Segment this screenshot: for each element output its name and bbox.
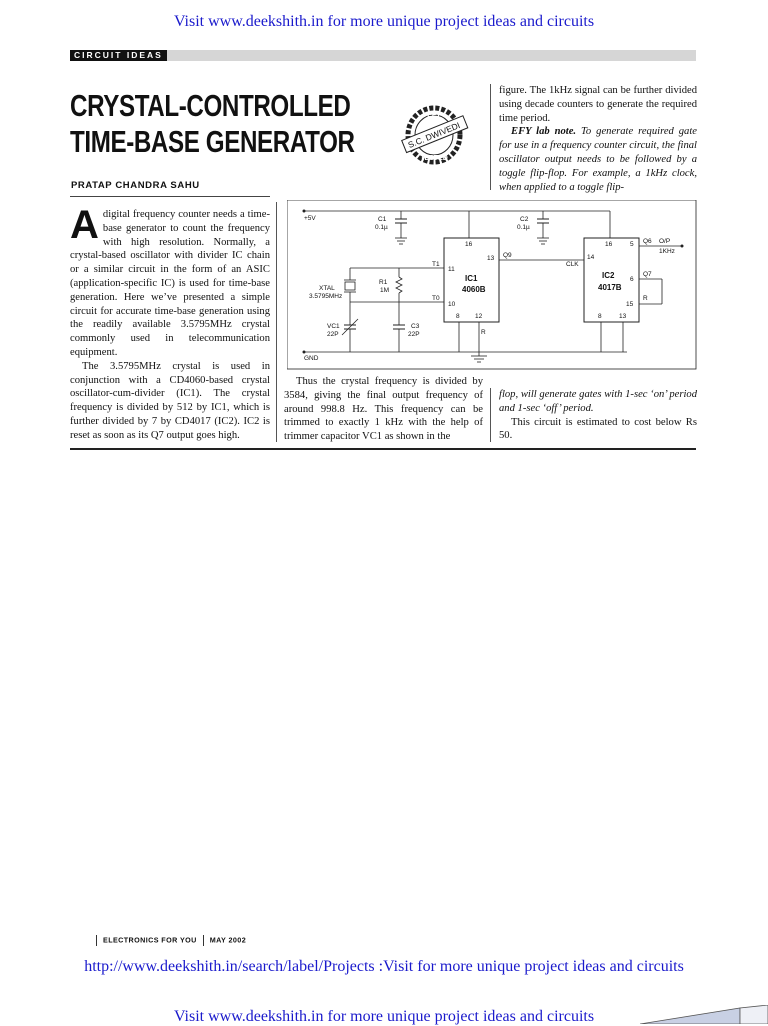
r1-value: 1M [380, 287, 390, 294]
ic1-pin-16: 16 [465, 241, 473, 248]
ic1-pin-11: 11 [448, 266, 455, 273]
ic1-pin-10: 10 [448, 301, 456, 308]
ic1-t1: T1 [432, 261, 440, 268]
paragraph-3: figure. The 1kHz signal can be further divided using decade counters to generate the required time period. [499, 85, 697, 124]
paragraph-2: The 3.5795MHz crystal is used in conjunction with a CD4060-based crystal oscillator-cum-divider (IC1). The crystal frequency is divided by 512 by IC1, which is further divided by 7 by CD4017 (IC2). IC2 is reset as soon as its Q7 output goes high. [70, 360, 270, 441]
efy-tested-stamp [396, 100, 476, 170]
column-divider-1 [276, 202, 277, 442]
q7-label: Q7 [643, 271, 652, 278]
title-line-1: CRYSTAL-CONTROLLED [70, 88, 351, 123]
c1-value: 0.1µ [375, 224, 388, 231]
c3-value: 22P [408, 331, 420, 338]
magazine-footer [90, 935, 246, 946]
clk-label: CLK [566, 261, 579, 268]
projects-link[interactable]: http://www.deekshith.in/search/label/Projects :Visit for more unique project ideas and circuits [84, 958, 684, 975]
stamp-bottom-text: TESTED [420, 155, 448, 162]
efy-note-text: To generate required gate for use in a frequency counter circuit, the final oscillator output needs to be followed by a toggle flip-flop. For example, a 1kHz clock, when applied to a toggle flip- [499, 126, 697, 193]
paragraph-1: digital frequency counter needs a time-base generator to count the frequency with high resolution. Normally, a crystal-based oscillator with divider IC chain or a similar circuit in the form of an ASIC (application-specific IC) is used for time-base generation. Here we’ve presented a simple circuit for accurate time-base generation using the readily available 3.5795MHz crystal commonly used in telecommunication equipment. [70, 209, 270, 358]
magazine-issue: MAY 2002 [209, 935, 247, 945]
op-label: O/P [659, 238, 671, 245]
ic1-pin-13: 13 [487, 255, 495, 262]
ic2-part: 4017B [598, 283, 622, 292]
xtal-value: 3.5795MHz [309, 293, 343, 300]
title-line-2: TIME-BASE GENERATOR [70, 124, 355, 159]
footer-separator [96, 935, 97, 946]
column-1 [70, 203, 270, 443]
section-tag: CIRCUIT IDEAS [70, 50, 167, 61]
bottom-promo-link[interactable]: Visit www.deekshith.in for more unique project ideas and circuits [173, 1008, 595, 1025]
article-bottom-rule [70, 448, 696, 450]
article-title [70, 88, 355, 160]
paragraph-5: This circuit is estimated to cost below Rs 50. [499, 416, 697, 442]
xtal-label: XTAL [319, 285, 335, 292]
author-name: PRATAP CHANDRA SAHU [71, 180, 200, 191]
c1-label: C1 [378, 216, 387, 223]
ic2-pin-13: 13 [619, 313, 627, 320]
ic2-pin-15: 15 [626, 301, 634, 308]
page-curl-shape [640, 1005, 768, 1024]
column-2-bottom [284, 375, 483, 444]
q6-label: Q6 [643, 238, 652, 245]
q9-label: Q9 [503, 252, 512, 259]
column-divider-3 [490, 388, 491, 442]
ic1-t0: T0 [432, 295, 440, 302]
footer-separator [203, 935, 204, 946]
ic2-reset: R [643, 295, 648, 302]
ic2-pin-14: 14 [587, 254, 595, 261]
stamp-name-text: S.C. DWIVEDI [406, 120, 462, 150]
paragraph-4: Thus the crystal frequency is divided by 3584, giving the final output frequency of around 998.8 Hz. This frequency can be trimmed to exactly 1 kHz with the help of trimmer capacitor VC1 as shown in the [284, 376, 483, 443]
ic2-pin-5: 5 [630, 241, 634, 248]
column-3-top [499, 84, 697, 194]
op-freq: 1KHz [659, 248, 675, 255]
top-promo-link[interactable]: Visit www.deekshith.in for more unique project ideas and circuits [173, 13, 595, 30]
column-divider-2 [490, 84, 491, 190]
magazine-name: ELECTRONICS FOR YOU [103, 935, 197, 945]
ic2-pin-6: 6 [630, 276, 634, 283]
efy-note-label: EFY lab note. [511, 126, 577, 138]
ic1-pin-12: 12 [475, 313, 483, 320]
vc1-label: VC1 [327, 323, 340, 330]
c3-label: C3 [411, 323, 420, 330]
column-3-bottom [499, 388, 697, 443]
stamp-top-text: EFY [427, 112, 441, 119]
ic1-part: 4060B [462, 285, 486, 294]
r1-label: R1 [379, 279, 388, 286]
vc1-value: 22P [327, 331, 339, 338]
ic2-pin-16: 16 [605, 241, 613, 248]
ic1-pin-8: 8 [456, 313, 460, 320]
gnd-label: GND [304, 355, 319, 362]
ic2-label: IC2 [602, 271, 615, 280]
ic1-reset: R [481, 329, 486, 336]
vcc-label: +5V [304, 215, 316, 222]
efy-note-continued: flop, will generate gates with 1-sec ‘on’ period and 1-sec ‘off’ period. [499, 389, 697, 414]
c2-label: C2 [520, 216, 529, 223]
circuit-schematic [287, 200, 697, 370]
c2-value: 0.1µ [517, 224, 530, 231]
author-rule [70, 196, 270, 197]
drop-cap: A [70, 203, 99, 247]
ic2-pin-8: 8 [598, 313, 602, 320]
ic1-label: IC1 [465, 274, 478, 283]
